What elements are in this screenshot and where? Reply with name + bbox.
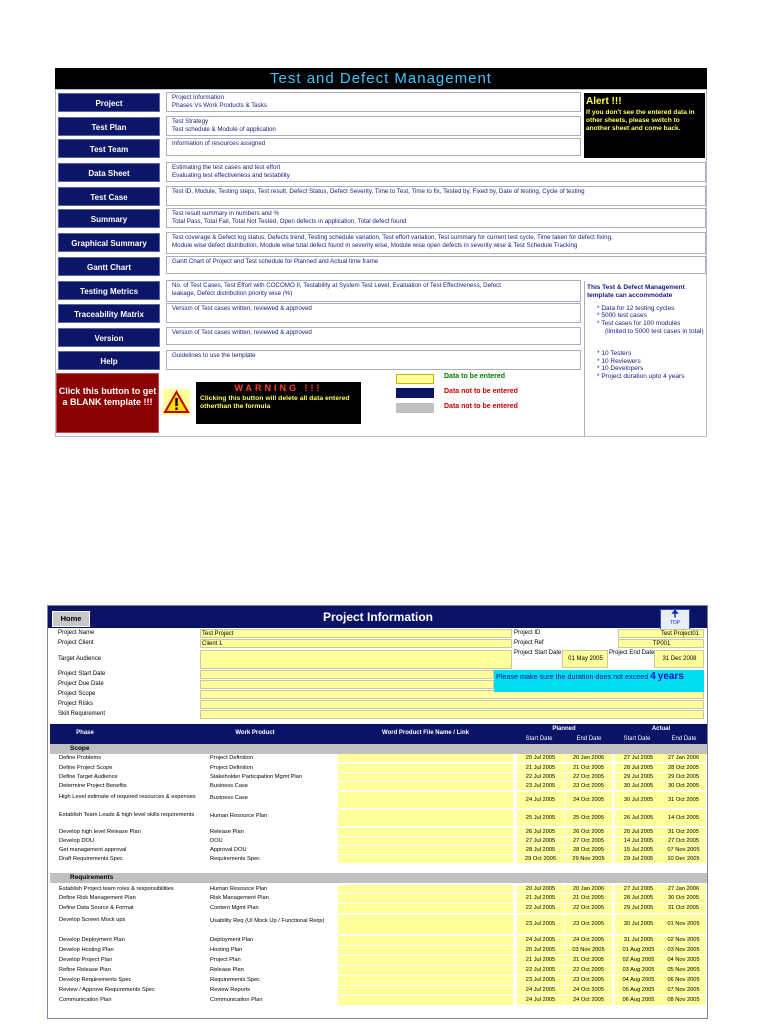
duration-note bbox=[494, 670, 704, 692]
planned-end-cell[interactable]: 20 Jan 2006 bbox=[565, 754, 612, 762]
sheet-header bbox=[48, 606, 707, 628]
table-row bbox=[50, 810, 707, 826]
field-label: Project Start Date bbox=[58, 671, 106, 677]
table-row bbox=[50, 976, 707, 985]
planned-start-cell[interactable]: 23 Jul 2005 bbox=[517, 782, 564, 790]
field-value[interactable] bbox=[200, 710, 704, 719]
planned-start-cell[interactable]: 26 Jul 2005 bbox=[517, 828, 564, 836]
table-header bbox=[50, 724, 707, 746]
menu-description-line: Estimating the test cases and test effort bbox=[172, 164, 281, 171]
table-row bbox=[50, 894, 707, 903]
menu-button-project[interactable]: Project bbox=[58, 93, 160, 112]
phase-cell: Develop DOU bbox=[59, 838, 95, 844]
table-row bbox=[50, 855, 707, 863]
planned-end-cell[interactable]: 20 Jan 2006 bbox=[565, 885, 612, 893]
work-product-cell: Communication Plan bbox=[210, 997, 263, 1003]
warning-icon bbox=[163, 389, 190, 415]
phase-cell: Develop Deployment Plan bbox=[59, 937, 125, 943]
file-link-cell[interactable] bbox=[338, 828, 513, 836]
file-link-cell[interactable] bbox=[338, 782, 513, 790]
planned-end-cell[interactable]: 24 Oct 2005 bbox=[565, 996, 612, 1005]
menu-description bbox=[166, 280, 581, 302]
section-header bbox=[50, 873, 707, 883]
menu-description-line: Test schedule & Module of application bbox=[172, 125, 276, 133]
planned-start-cell[interactable]: 22 Jul 2005 bbox=[517, 966, 564, 975]
planned-end-cell[interactable]: 26 Oct 2005 bbox=[565, 828, 612, 836]
work-product-cell: Risk Management Plan bbox=[210, 895, 269, 901]
table-row bbox=[50, 885, 707, 893]
legend-swatch-gray bbox=[396, 403, 434, 413]
table-row bbox=[50, 754, 707, 762]
blank-template-button[interactable]: Click this button to get a BLANK template !!! bbox=[56, 373, 159, 433]
actual-start-cell[interactable]: 03 Aug 2005 bbox=[615, 966, 662, 975]
actual-start-cell[interactable]: 29 Jul 2005 bbox=[615, 904, 662, 913]
work-product-cell: DOU bbox=[210, 838, 223, 844]
project-id-field[interactable]: Test Project01 bbox=[618, 629, 704, 638]
menu-description-line: Version of Test cases written, reviewed & approved bbox=[172, 329, 312, 336]
legend-label: Data to be entered bbox=[444, 373, 506, 380]
planned-start-cell[interactable]: 22 Jul 2005 bbox=[517, 773, 564, 781]
menu-description bbox=[166, 232, 706, 254]
actual-end-cell[interactable]: 05 Nov 2005 bbox=[661, 966, 706, 975]
capacity-item: * 10 Reviewers bbox=[597, 357, 641, 365]
phase-cell: Define Target Audience bbox=[59, 774, 118, 780]
phase-cell: Define Data Source & Format bbox=[59, 905, 134, 911]
phase-cell: Refine Release Plan bbox=[59, 967, 111, 973]
actual-end-cell[interactable]: 04 Nov 2005 bbox=[661, 956, 706, 965]
actual-end-cell[interactable]: 01 Nov 2005 bbox=[661, 915, 706, 934]
actual-start-cell[interactable]: 26 Jul 2005 bbox=[615, 810, 662, 826]
phase-cell: Develop Hosting Plan bbox=[59, 947, 114, 953]
duration-text: Please make sure the duration does not exceed bbox=[496, 672, 649, 681]
menu-description bbox=[166, 92, 581, 112]
legend-label: Data not to be entered bbox=[444, 403, 518, 410]
phase-cell: High Level estimate of required resources & expenses bbox=[59, 794, 196, 800]
file-link-cell[interactable] bbox=[338, 885, 513, 893]
phase-cell: Define Risk Management Plan bbox=[59, 895, 136, 901]
planned-end-cell[interactable]: 21 Oct 2005 bbox=[565, 956, 612, 965]
file-link-cell[interactable] bbox=[338, 915, 513, 934]
planned-start-cell[interactable]: 24 Jul 2005 bbox=[517, 996, 564, 1005]
planned-start-cell[interactable]: 24 Jul 2005 bbox=[517, 936, 564, 945]
phase-cell: Develop Project Plan bbox=[59, 957, 113, 963]
actual-end-cell[interactable]: 27 Oct 2005 bbox=[661, 837, 706, 845]
actual-end-cell[interactable]: 29 Oct 2005 bbox=[661, 773, 706, 781]
planned-end-cell[interactable]: 27 Oct 2005 bbox=[565, 837, 612, 845]
warning-title: WARNING !!! bbox=[234, 383, 323, 393]
actual-start-cell[interactable]: 27 Jul 2005 bbox=[615, 754, 662, 762]
field-label: Project Risks bbox=[58, 701, 94, 707]
file-link-cell[interactable] bbox=[338, 986, 513, 995]
legend-swatch-yellow bbox=[396, 374, 434, 384]
col-planned: Planned bbox=[552, 726, 576, 732]
menu-button-testing-metrics[interactable]: Testing Metrics bbox=[58, 281, 160, 300]
work-product-cell: Hosting Plan bbox=[210, 947, 243, 953]
work-product-cell: Project Definition bbox=[210, 765, 253, 771]
actual-start-cell[interactable]: 05 Aug 2005 bbox=[615, 986, 662, 995]
menu-description-line: Project Information bbox=[172, 94, 224, 101]
file-link-cell[interactable] bbox=[338, 837, 513, 845]
work-product-cell: Release Plan bbox=[210, 967, 244, 973]
sheet-title: Project Information bbox=[322, 610, 433, 624]
planned-end-cell[interactable]: 23 Oct 2005 bbox=[565, 915, 612, 934]
planned-start-cell[interactable]: 21 Jul 2005 bbox=[517, 956, 564, 965]
menu-button-gantt-chart[interactable]: Gantt Chart bbox=[58, 257, 160, 276]
actual-start-cell[interactable]: 14 Jul 2005 bbox=[615, 837, 662, 845]
actual-start-cell[interactable]: 01 Aug 2005 bbox=[615, 946, 662, 955]
planned-start-cell[interactable]: 20 Jul 2005 bbox=[517, 885, 564, 893]
actual-end-cell[interactable]: 30 Oct 2005 bbox=[661, 782, 706, 790]
table-row bbox=[50, 904, 707, 913]
section-title: Scope bbox=[70, 745, 90, 752]
planned-start-cell[interactable]: 23 Jul 2005 bbox=[517, 915, 564, 934]
menu-description-line: Total Pass, Total Fail, Total Not Tested, Open defects in application, Total defect found bbox=[172, 217, 407, 225]
planned-end-cell[interactable]: 28 Oct 2005 bbox=[565, 846, 612, 854]
table-row bbox=[50, 828, 707, 836]
menu-button-test-team[interactable]: Test Team bbox=[58, 139, 160, 158]
section-header bbox=[50, 744, 707, 754]
menu-description-line: Evaluating test effectiveness and testability bbox=[172, 171, 290, 179]
actual-start-cell[interactable]: 28 Jul 2005 bbox=[615, 894, 662, 903]
actual-end-cell[interactable]: 31 Oct 2005 bbox=[661, 828, 706, 836]
field-label: Project Scope bbox=[58, 691, 96, 697]
arrow-up-icon: 🠉 bbox=[670, 609, 680, 620]
work-product-cell: Business Case bbox=[210, 783, 248, 789]
menu-description bbox=[166, 350, 581, 370]
file-link-cell[interactable] bbox=[338, 810, 513, 826]
phase-cell: Develop high level Release Plan bbox=[59, 829, 141, 835]
planned-end-cell[interactable]: 23 Oct 2005 bbox=[565, 782, 612, 790]
planned-end-cell[interactable]: 29 Nov 2005 bbox=[565, 855, 612, 863]
menu-description-line: leakage, Defect distribution priority wise (%) bbox=[172, 289, 293, 297]
capacity-item: * 5000 test cases bbox=[597, 312, 647, 320]
warning-box bbox=[196, 382, 361, 424]
field-value[interactable]: Client 1 bbox=[200, 639, 512, 648]
capacity-info bbox=[584, 281, 707, 437]
planned-end-cell[interactable]: 24 Oct 2005 bbox=[565, 986, 612, 995]
planned-end-cell[interactable]: 22 Oct 2005 bbox=[565, 773, 612, 781]
table-row bbox=[50, 936, 707, 945]
work-product-cell: Human Resource Plan bbox=[210, 813, 268, 819]
menu-description-line: Test result summary in numbers and % bbox=[172, 210, 279, 217]
work-product-cell: Business Case bbox=[210, 795, 248, 801]
file-link-cell[interactable] bbox=[338, 792, 513, 808]
alert-title: Alert !!! bbox=[586, 96, 622, 107]
capacity-item: * Data for 12 testing cycles bbox=[597, 304, 675, 312]
alert-box bbox=[584, 93, 705, 158]
project-ref-field[interactable]: TP001 bbox=[618, 639, 704, 648]
actual-start-cell[interactable]: 31 Jul 2005 bbox=[615, 936, 662, 945]
table-row bbox=[50, 915, 707, 934]
table-row bbox=[50, 946, 707, 955]
menu-description bbox=[166, 138, 581, 156]
menu-description-line: Information of resources assigned bbox=[172, 140, 266, 147]
field-label: Project Due Date bbox=[58, 681, 104, 687]
menu-description-line: No. of Test Cases, Test Effort with COCOMO II, Testability at System Test Level, Evaluation of Test Effectiveness, Defect bbox=[172, 282, 501, 289]
col-work-product: Work Product bbox=[235, 730, 275, 736]
work-product-cell: Project Plan bbox=[210, 957, 241, 963]
file-link-cell[interactable] bbox=[338, 976, 513, 985]
capacity-item: * Test cases for 100 modules bbox=[597, 320, 681, 328]
planned-end-cell[interactable]: 21 Oct 2005 bbox=[565, 894, 612, 903]
menu-button-test-plan[interactable]: Test Plan bbox=[58, 117, 160, 136]
planned-end-cell[interactable]: 24 Oct 2005 bbox=[565, 792, 612, 808]
menu-description bbox=[166, 186, 706, 206]
field-value[interactable]: Test Project bbox=[200, 629, 512, 638]
planned-start-cell[interactable]: 24 Jul 2005 bbox=[517, 986, 564, 995]
duration-number: 4 bbox=[650, 671, 656, 682]
capacity-title: This Test & Defect Management template can accommodate bbox=[587, 284, 685, 299]
project-information-sheet bbox=[47, 605, 708, 1019]
field-label: Project Client bbox=[58, 640, 94, 646]
menu-description-line: Test ID, Module, Testing steps, Test result, Defect Status, Defect Severity, Time to Test, Time to fix, Tested by, Fixed by, Date of testing, Cycle of testing bbox=[172, 188, 585, 195]
menu-description-line: Version of Test cases written, reviewed & approved bbox=[172, 305, 312, 312]
dashboard-panel bbox=[55, 89, 707, 437]
top-label: TOP bbox=[669, 620, 681, 626]
planned-end-cell[interactable]: 25 Oct 2005 bbox=[565, 810, 612, 826]
phase-cell: Define Problems bbox=[59, 755, 102, 761]
table-row bbox=[50, 773, 707, 781]
actual-end-cell[interactable]: 27 Jan 2006 bbox=[661, 754, 706, 762]
table-row bbox=[50, 956, 707, 965]
actual-end-cell[interactable]: 06 Nov 2005 bbox=[661, 976, 706, 985]
planned-end-cell[interactable]: 21 Oct 2005 bbox=[565, 764, 612, 772]
actual-end-cell[interactable]: 28 Oct 2005 bbox=[661, 764, 706, 772]
actual-start-cell[interactable]: 28 Jul 2005 bbox=[615, 764, 662, 772]
legend-swatch-navy bbox=[396, 388, 434, 398]
phase-cell: Review / Approve Requirements Spec bbox=[59, 987, 155, 993]
actual-start-cell[interactable]: 30 Jul 2005 bbox=[615, 782, 662, 790]
file-link-cell[interactable] bbox=[338, 764, 513, 772]
field-label: Project Name bbox=[58, 630, 95, 636]
capacity-item: * 10 Developers bbox=[597, 365, 644, 373]
field-value[interactable] bbox=[200, 670, 494, 679]
table-row bbox=[50, 966, 707, 975]
field-label: Project ID bbox=[514, 630, 541, 636]
warning-text: Clicking this button will delete all data entered otherthan the formula bbox=[200, 395, 350, 410]
work-product-cell: Requirements Spec bbox=[210, 977, 260, 983]
actual-end-cell[interactable]: 10 Dec 2005 bbox=[661, 855, 706, 863]
planned-end-cell[interactable]: 23 Oct 2005 bbox=[565, 976, 612, 985]
actual-end-cell[interactable]: 31 Oct 2005 bbox=[661, 792, 706, 808]
actual-start-cell[interactable]: 20 Jul 2005 bbox=[615, 828, 662, 836]
planned-end-cell[interactable]: 22 Oct 2005 bbox=[565, 966, 612, 975]
table-row bbox=[50, 837, 707, 845]
top-button[interactable] bbox=[660, 609, 690, 631]
file-link-cell[interactable] bbox=[338, 936, 513, 945]
actual-end-cell[interactable]: 03 Nov 2005 bbox=[661, 946, 706, 955]
menu-description-line: Guidelines to use the template bbox=[172, 352, 256, 359]
col-actual-end: End Date bbox=[671, 736, 697, 742]
file-link-cell[interactable] bbox=[338, 904, 513, 913]
actual-end-cell[interactable]: 07 Nov 2005 bbox=[661, 986, 706, 995]
menu-description-line: Gantt Chart of Project and Test schedule for Planned and Actual time frame bbox=[172, 258, 379, 265]
menu-description bbox=[166, 327, 581, 345]
col-actual: Actual bbox=[651, 726, 671, 732]
actual-end-cell[interactable]: 14 Oct 2005 bbox=[661, 810, 706, 826]
menu-button-traceability-matrix[interactable]: Traceability Matrix bbox=[58, 304, 160, 323]
section-title: Requirements bbox=[70, 874, 114, 881]
menu-description-line: Test coverage & Defect log status, Defects trend, Testing schedule variation, Test effort variation, Test summary for current test cycle, Time taken for defect fixing, bbox=[172, 234, 613, 241]
planned-end-cell[interactable]: 03 Nov 2005 bbox=[565, 946, 612, 955]
capacity-item: * 10 Testers bbox=[597, 349, 632, 357]
work-product-cell: Usability Req (UI Mock Up / Functional Reqs) bbox=[210, 918, 325, 924]
actual-end-cell[interactable]: 08 Nov 2005 bbox=[661, 996, 706, 1005]
planned-start-cell[interactable]: 21 Jul 2005 bbox=[517, 894, 564, 903]
menu-button-data-sheet[interactable]: Data Sheet bbox=[58, 163, 160, 182]
actual-end-cell[interactable]: 02 Nov 2005 bbox=[661, 936, 706, 945]
work-product-cell: Review Reports bbox=[210, 987, 251, 993]
menu-button-graphical-summary[interactable]: Graphical Summary bbox=[58, 233, 160, 252]
end-date-field[interactable]: 31 Dec 2008 bbox=[654, 650, 704, 668]
planned-start-cell[interactable]: 23 Jul 2005 bbox=[517, 976, 564, 985]
actual-start-cell[interactable]: 15 Jul 2005 bbox=[615, 846, 662, 854]
file-link-cell[interactable] bbox=[338, 966, 513, 975]
planned-start-cell[interactable]: 29 Oct 2005 bbox=[517, 855, 564, 863]
file-link-cell[interactable] bbox=[338, 754, 513, 762]
actual-start-cell[interactable]: 29 Jul 2005 bbox=[615, 855, 662, 863]
table-row bbox=[50, 986, 707, 995]
col-planned-start: Start Date bbox=[525, 736, 553, 742]
planned-start-cell[interactable]: 24 Jul 2005 bbox=[517, 792, 564, 808]
col-link: Word Product File Name / Link bbox=[382, 730, 469, 736]
field-label: Project Start Date bbox=[514, 650, 562, 656]
table-row bbox=[50, 792, 707, 808]
field-label: Project End Date bbox=[609, 650, 655, 656]
menu-description-line: Module wise defect distribution, Module wise total defect found in severity wise, Module wise open defects in severity wise & Test Schedule Tracking bbox=[172, 241, 578, 249]
phase-cell: Establish Team Leads & high level skills requirements bbox=[59, 812, 195, 818]
planned-start-cell[interactable]: 22 Jul 2005 bbox=[517, 904, 564, 913]
table-row bbox=[50, 782, 707, 790]
menu-button-test-case[interactable]: Test Case bbox=[58, 187, 160, 206]
menu-description-line: Phases Vs Work Products & Tasks bbox=[172, 101, 268, 109]
home-button[interactable]: Home bbox=[52, 611, 90, 627]
work-product-cell: Content Mgmt Plan bbox=[210, 905, 259, 911]
actual-end-cell[interactable]: 30 Oct 2005 bbox=[661, 894, 706, 903]
phase-cell: Communication Plan bbox=[59, 997, 112, 1003]
start-date-field[interactable]: 01 May 2005 bbox=[562, 650, 608, 668]
phase-cell: Develop Screen Mock ups bbox=[59, 917, 126, 923]
actual-start-cell[interactable]: 04 Aug 2005 bbox=[615, 976, 662, 985]
col-planned-end: End Date bbox=[576, 736, 602, 742]
planned-end-cell[interactable]: 22 Oct 2005 bbox=[565, 904, 612, 913]
phase-cell: Determine Project Benefits bbox=[59, 783, 127, 789]
file-link-cell[interactable] bbox=[338, 996, 513, 1005]
planned-start-cell[interactable]: 21 Jul 2005 bbox=[517, 764, 564, 772]
phase-cell: Establish Project team roles & responsibilities bbox=[59, 886, 174, 892]
work-product-cell: Deployment Plan bbox=[210, 937, 254, 943]
field-label: Project Ref bbox=[514, 640, 544, 646]
work-product-cell: Human Resource Plan bbox=[210, 886, 268, 892]
phase-cell: Draft Requirements Spec bbox=[59, 856, 123, 862]
work-product-cell: Release Plan bbox=[210, 829, 244, 835]
capacity-item: (limited to 5000 test cases in total) bbox=[605, 327, 704, 335]
actual-end-cell[interactable]: 27 Jan 2006 bbox=[661, 885, 706, 893]
actual-end-cell[interactable]: 31 Oct 2005 bbox=[661, 904, 706, 913]
field-label: Target Audience bbox=[58, 656, 102, 662]
table-row bbox=[50, 764, 707, 772]
alert-text: If you don't see the entered data in other sheets, please switch to another sheet and come back. bbox=[586, 109, 695, 132]
planned-start-cell[interactable]: 25 Jul 2005 bbox=[517, 810, 564, 826]
menu-button-help[interactable]: Help bbox=[58, 351, 160, 370]
file-link-cell[interactable] bbox=[338, 956, 513, 965]
menu-description bbox=[166, 116, 581, 136]
actual-start-cell[interactable]: 30 Jul 2005 bbox=[615, 915, 662, 934]
legend-label: Data not to be entered bbox=[444, 388, 518, 395]
menu-description bbox=[166, 256, 706, 274]
planned-start-cell[interactable]: 20 Jul 2005 bbox=[517, 754, 564, 762]
planned-start-cell[interactable]: 27 Jul 2005 bbox=[517, 837, 564, 845]
field-value[interactable] bbox=[200, 700, 704, 709]
capacity-item: * Project duration upto 4 years bbox=[597, 373, 685, 381]
phase-cell: Develop Requirements Spec bbox=[59, 977, 132, 983]
field-value[interactable] bbox=[200, 650, 512, 669]
menu-button-summary[interactable]: Summary bbox=[58, 209, 160, 228]
table-row bbox=[50, 846, 707, 854]
file-link-cell[interactable] bbox=[338, 894, 513, 903]
menu-description bbox=[166, 208, 706, 228]
file-link-cell[interactable] bbox=[338, 846, 513, 854]
work-product-cell: Approval DOU bbox=[210, 847, 247, 853]
actual-start-cell[interactable]: 27 Jul 2005 bbox=[615, 885, 662, 893]
planned-start-cell[interactable]: 20 Jul 2005 bbox=[517, 946, 564, 955]
actual-start-cell[interactable]: 30 Jul 2005 bbox=[615, 792, 662, 808]
table-row bbox=[50, 996, 707, 1005]
file-link-cell[interactable] bbox=[338, 773, 513, 781]
work-product-cell: Requirements Spec bbox=[210, 856, 260, 862]
actual-start-cell[interactable]: 29 Jul 2005 bbox=[615, 773, 662, 781]
file-link-cell[interactable] bbox=[338, 855, 513, 863]
menu-description bbox=[166, 303, 581, 323]
menu-description bbox=[166, 162, 706, 182]
col-actual-start: Start Date bbox=[623, 736, 651, 742]
file-link-cell[interactable] bbox=[338, 946, 513, 955]
menu-description-line: Test Strategy bbox=[172, 118, 209, 125]
work-product-cell: Project Definition bbox=[210, 755, 253, 761]
duration-unit: years bbox=[657, 671, 684, 682]
field-value[interactable] bbox=[200, 680, 494, 689]
planned-end-cell[interactable]: 24 Oct 2005 bbox=[565, 936, 612, 945]
page-title: Test and Defect Management bbox=[55, 68, 707, 89]
menu-button-version[interactable]: Version bbox=[58, 328, 160, 347]
phase-cell: Get management approval bbox=[59, 847, 127, 853]
col-phase: Phase bbox=[76, 730, 94, 736]
work-product-cell: Stakeholder Participation Mgmt Plan bbox=[210, 774, 302, 780]
actual-end-cell[interactable]: 07 Nov 2005 bbox=[661, 846, 706, 854]
phase-cell: Define Project Scope bbox=[59, 765, 113, 771]
actual-start-cell[interactable]: 02 Aug 2005 bbox=[615, 956, 662, 965]
actual-start-cell[interactable]: 06 Aug 2005 bbox=[615, 996, 662, 1005]
field-label: Skill Requirement bbox=[58, 711, 106, 717]
planned-start-cell[interactable]: 28 Jul 2005 bbox=[517, 846, 564, 854]
